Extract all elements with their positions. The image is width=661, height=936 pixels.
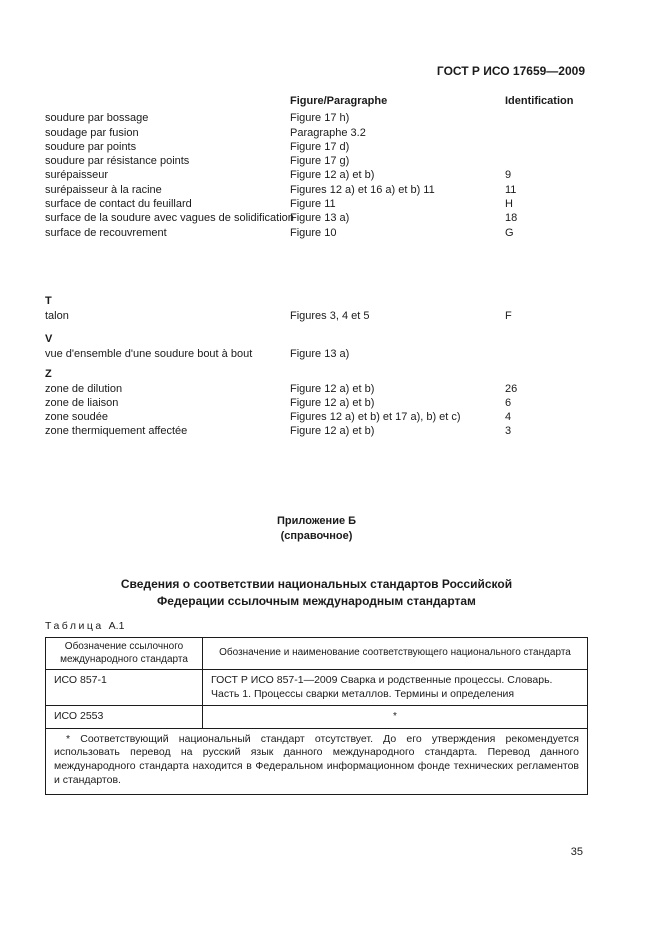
glossary-row [45,382,588,396]
glossary-term: zone de liaison [45,396,119,409]
correspondence-table [45,637,588,795]
glossary-figure-ref: Figure 13 a) [290,348,350,361]
table-row [46,706,588,729]
table-caption-number: А.1 [108,620,125,632]
section-letter-z: Z [45,367,52,380]
glossary-term: surface de la soudure avec vagues de solidification [45,212,294,225]
glossary-identification: 18 [505,212,518,225]
glossary-term: surépaisseur à la racine [45,183,162,196]
glossary-row [45,347,588,361]
glossary-term: zone de dilution [45,382,123,395]
glossary-identification: F [505,309,512,322]
glossary-figure-ref: Figure 17 g) [290,155,350,168]
glossary-term: surépaisseur [45,169,108,182]
glossary-term: soudage par fusion [45,126,139,139]
glossary-identification: 9 [505,169,512,182]
column-header-figure: Figure/Paragraphe [290,95,388,107]
standard-reference: ГОСТ Р ИСО 17659—2009 [436,64,585,78]
glossary-term: surface de contact du feuillard [45,198,192,211]
glossary-identification [505,111,588,125]
glossary-row [45,140,588,154]
glossary-row [45,168,588,182]
table-row [46,670,588,706]
table-header-row [46,638,588,670]
cell-reference-standard: ИСО 2553 [46,706,203,729]
section-letter-t: T [45,294,52,307]
annex-label: Приложение Б [276,515,357,527]
table-caption [45,620,124,632]
table-footnote: * Соответствующий национальный стандарт отсутствует. До его утверждения рекомендуется использовать перевод на русский язык данного международного стандарта. Перевод данного международного стандарта находится в Федеральном информационном фонде технических регламентов и стандартов. [46,728,588,794]
glossary-row [45,424,588,438]
glossary-row [45,154,588,168]
table-caption-word: Таблица [45,620,104,632]
glossary-row [45,396,588,410]
glossary-header-row [45,94,588,108]
glossary-row [45,126,588,140]
glossary-figure-ref: Figure 12 a) et b) [290,425,375,438]
glossary-row [45,226,588,240]
glossary-term: soudure par points [45,140,137,153]
table-header-reference-standard: Обозначение ссылочного международного стандарта [46,638,203,670]
annex-title-line: Сведения о соответствии национальных стандартов Российской [120,577,513,591]
glossary-identification [505,140,588,154]
glossary-row [45,197,588,211]
section-letter-v: V [45,333,53,346]
glossary-row [45,111,588,125]
glossary-identification: 6 [505,396,512,409]
glossary-term: zone soudée [45,411,108,424]
glossary-row [45,183,588,197]
glossary-figure-ref: Figure 10 [290,226,337,239]
glossary-term: surface de recouvrement [45,226,167,239]
glossary-figure-ref: Figure 11 [290,198,336,211]
glossary-identification [505,154,588,168]
glossary-figure-ref: Paragraphe 3.2 [290,126,366,139]
glossary-figure-ref: Figures 12 a) et b) et 17 a), b) et c) [290,411,461,424]
glossary-term: soudure par résistance points [45,155,190,168]
glossary-identification: H [505,198,513,211]
glossary-term: talon [45,309,69,322]
glossary-term: vue d'ensemble d'une soudure bout à bout [45,348,253,361]
cell-national-standard: ГОСТ Р ИСО 857-1—2009 Сварка и родственные процессы. Словарь. Часть 1. Процессы сварки металлов. Термины и определения [203,670,588,706]
glossary-index [45,94,588,439]
glossary-term: zone thermiquement affectée [45,425,188,438]
glossary-identification: 3 [505,425,512,438]
glossary-figure-ref: Figure 12 a) et b) [290,382,375,395]
glossary-identification: 11 [505,183,517,196]
annex-title-line: Федерации ссылочным международным стандартам [157,593,476,608]
glossary-identification: 4 [505,411,512,424]
glossary-identification: 26 [505,382,518,395]
glossary-identification [505,347,588,361]
cell-national-standard: * [203,706,588,729]
glossary-figure-ref: Figure 12 a) et b) [290,396,375,409]
glossary-row [45,410,588,424]
glossary-row [45,211,588,225]
table-footnote-row [46,728,588,794]
column-header-identification: Identification [505,95,574,107]
glossary-figure-ref: Figure 17 d) [290,140,350,153]
glossary-figure-ref: Figures 12 a) et 16 a) et b) 11 [290,183,435,196]
annex-heading [45,514,588,543]
glossary-term: soudure par bossage [45,112,149,125]
cell-reference-standard: ИСО 857-1 [46,670,203,706]
glossary-row [45,309,588,323]
glossary-identification [505,126,588,140]
table-header-national-standard: Обозначение и наименование соответствующего национального стандарта [203,638,588,670]
annex-type: (справочное) [280,529,353,542]
glossary-identification: G [505,226,514,239]
glossary-figure-ref: Figure 13 a) [290,212,350,225]
page-number: 35 [570,846,583,858]
glossary-header-term-spacer [45,94,290,108]
glossary-figure-ref: Figure 12 a) et b) [290,169,375,182]
glossary-figure-ref: Figure 17 h) [290,112,350,125]
annex-title [45,576,588,609]
glossary-figure-ref: Figures 3, 4 et 5 [290,309,370,322]
